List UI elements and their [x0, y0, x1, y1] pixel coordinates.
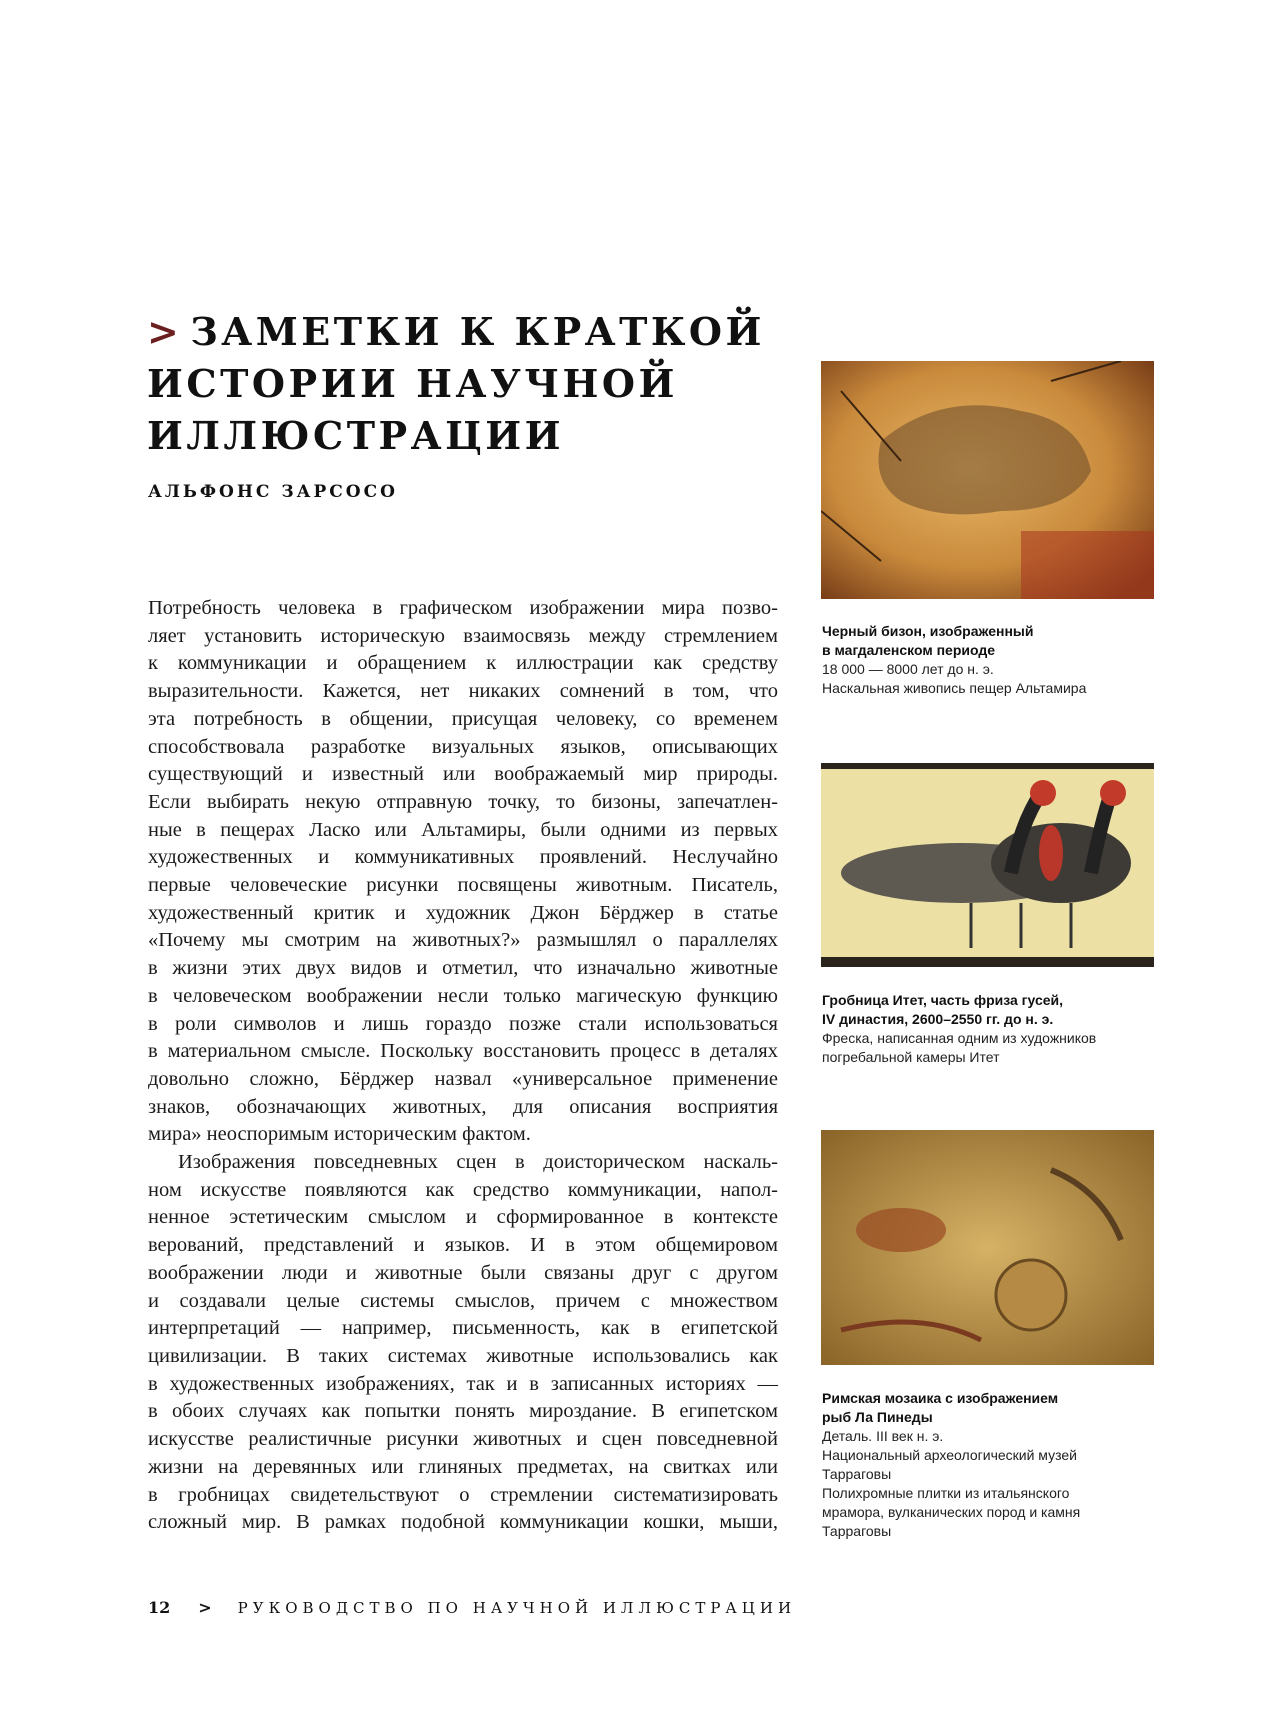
body-text-line: мира» неоспоримым историческим фактом. — [148, 1123, 531, 1146]
caption-title: Римская мозаика с изображением — [822, 1390, 1059, 1406]
body-text-line: в жизни этих двух видов и отметил, что изначально животные — [148, 957, 778, 980]
body-text-line: эта потребность в общении, присущая человеку, со временем — [148, 707, 778, 730]
caption-title: рыб Ла Пинеды — [822, 1409, 933, 1425]
author-name: АЛЬФОНС ЗАРСОСО — [148, 482, 398, 502]
figure-caption-1 — [822, 622, 1182, 698]
chevron-right-icon: > — [198, 1598, 212, 1617]
body-text-line: ненное эстетическим смыслом и сформированное в контексте — [148, 1206, 778, 1229]
body-text-line: интерпретаций — например, письменность, как в египетской — [148, 1317, 778, 1340]
caption-title: в магдаленском периоде — [822, 642, 996, 658]
body-text-line: художественный критик и художник Джон Бёрджер в статье — [148, 901, 778, 924]
body-text-line: первые человеческие рисунки посвящены животным. Писатель, — [148, 874, 778, 897]
body-text-line: в материальном смысле. Поскольку восстановить процесс в деталях — [148, 1040, 778, 1063]
caption-line: Тарраговы — [822, 1523, 892, 1539]
body-text-line: художественных и коммуникативных проявлений. Неслучайно — [148, 846, 778, 869]
caption-line: Деталь. III век н. э. — [822, 1428, 944, 1444]
body-text-line: ные в пещерах Ласко или Альтамиры, были одними из первых — [148, 818, 778, 841]
body-text-line: «Почему мы смотрим на животных?» размышлял о параллелях — [148, 929, 778, 952]
body-text-line: знаков, обозначающих животных, для описания восприятия — [148, 1095, 778, 1118]
body-text-line: довольно сложно, Бёрджер назвал «универсальное применение — [148, 1067, 778, 1090]
egyptian-geese-image — [821, 763, 1154, 967]
body-text-line: в гробницах свидетельствуют о стремлении систематизировать — [148, 1483, 778, 1506]
article-body — [148, 595, 778, 1537]
roman-mosaic-image — [821, 1130, 1154, 1365]
body-text-line: в роли символов и лишь гораздо позже стали использоваться — [148, 1012, 778, 1035]
page-footer — [148, 1598, 796, 1617]
running-title: РУКОВОДСТВО ПО НАУЧНОЙ ИЛЛЮСТРАЦИИ — [237, 1599, 797, 1617]
caption-line: 18 000 — 8000 лет до н. э. — [822, 661, 994, 677]
body-text-line: верований, представлений и языков. И в этом общемировом — [148, 1234, 778, 1257]
body-text-line: сложный мир. В рамках подобной коммуникации кошки, мыши, — [148, 1511, 778, 1534]
body-text-line: выразительности. Кажется, нет никаких сомнений в том, что — [148, 680, 778, 703]
body-text-line: искусстве реалистичные рисунки животных и сцен повседневной — [148, 1428, 778, 1451]
caption-title: Гробница Итет, часть фриза гусей, — [822, 992, 1064, 1008]
body-text-line: и создавали целые системы смыслов, причем с множеством — [148, 1289, 778, 1312]
caption-line: Фреска, написанная одним из художников — [822, 1030, 1097, 1046]
title-line-3: ИЛЛЮСТРАЦИИ — [147, 413, 565, 458]
caption-line: Полихромные плитки из итальянского — [822, 1485, 1070, 1501]
figure-caption-2 — [822, 991, 1182, 1067]
page-number: 12 — [148, 1598, 171, 1617]
caption-line: погребальной камеры Итет — [822, 1049, 1000, 1065]
body-text-line: ляет установить историческую взаимосвязь между стремлением — [148, 624, 778, 647]
body-text-line: в человеческом воображении несли только магическую функцию — [148, 984, 778, 1007]
body-text-line: к коммуникации и обращением к иллюстрации как средству — [148, 652, 778, 675]
caption-line: Национальный археологический музей — [822, 1447, 1077, 1463]
caption-title: Черный бизон, изображенный — [822, 623, 1034, 639]
body-text-line: способствовала разработке визуальных языков, описывающих — [148, 735, 778, 758]
body-text-line: цивилизации. В таких системах животные использовались как — [148, 1344, 778, 1367]
cave-bison-image — [821, 361, 1154, 599]
caption-line: мрамора, вулканических пород и камня — [822, 1504, 1081, 1520]
title-line-2: ИСТОРИИ НАУЧНОЙ — [147, 361, 678, 406]
title-line — [147, 306, 765, 358]
body-text-line: существующий и известный или воображаемый мир природы. — [148, 763, 778, 786]
body-text-line: в художественных изображениях, так и в записанных историях — — [148, 1372, 778, 1395]
body-text-line: Если выбирать некую отправную точку, то бизоны, запечатлен- — [148, 790, 778, 813]
caption-line: Тарраговы — [822, 1466, 892, 1482]
body-text-line: ном искусстве появляются как средство коммуникации, напол- — [148, 1178, 778, 1201]
body-text-line: Потребность человека в графическом изображении мира позво- — [148, 597, 778, 619]
body-text-line: в обоих случаях как попытки понять мироздание. В египетском — [148, 1400, 778, 1423]
figure-caption-3 — [822, 1389, 1182, 1541]
caption-line: Наскальная живопись пещер Альтамира — [822, 680, 1087, 696]
title-line-1: ЗАМЕТКИ К КРАТКОЙ — [190, 309, 765, 354]
caption-title: IV династия, 2600–2550 гг. до н. э. — [822, 1011, 1054, 1027]
body-text-line: Изображения повседневных сцен в доисторическом наскаль- — [178, 1151, 778, 1174]
body-text-line: воображении люди и животные были связаны друг с другом — [148, 1261, 778, 1284]
body-text-line: жизни на деревянных или глиняных предметах, на свитках или — [148, 1455, 778, 1478]
chevron-right-icon: > — [147, 309, 183, 354]
article-title — [147, 306, 765, 462]
